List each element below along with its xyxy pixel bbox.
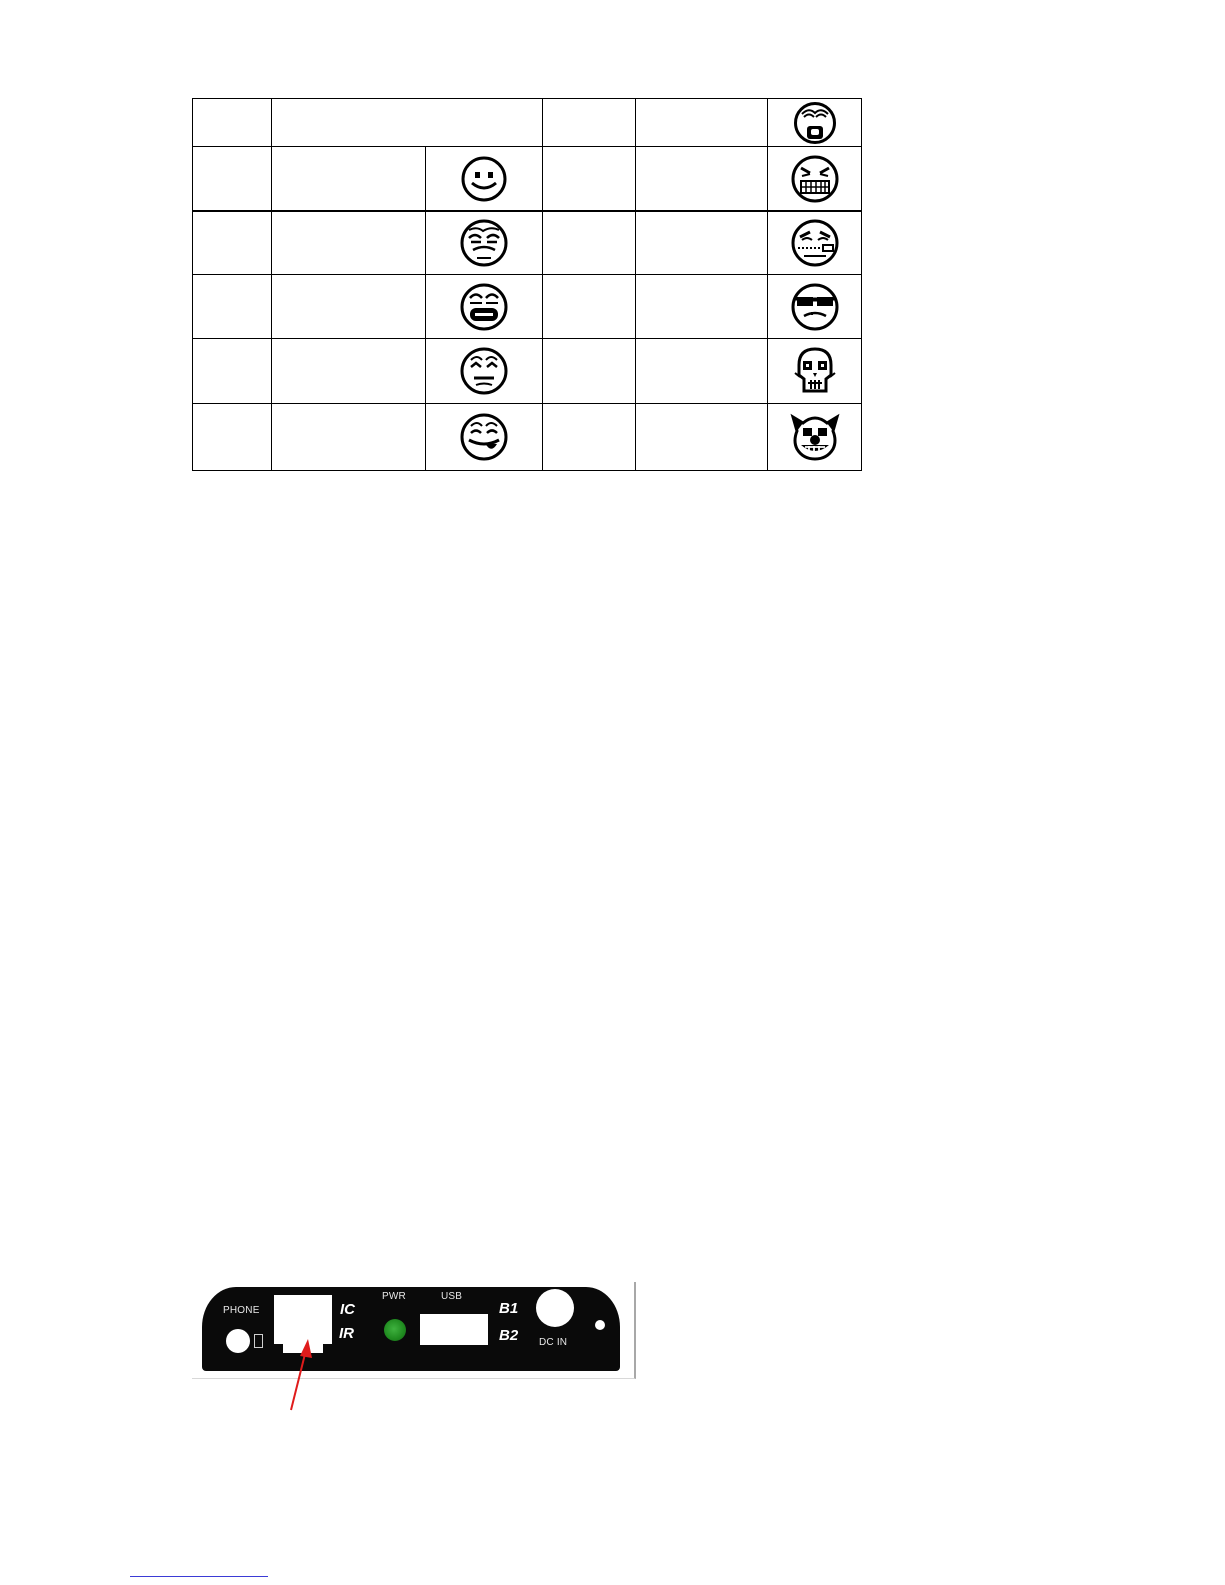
b1-label: B1 [499, 1300, 519, 1317]
footnote-separator [130, 1576, 268, 1577]
emoticon-table [192, 98, 862, 471]
mounting-hole [595, 1320, 605, 1330]
table-cell [768, 339, 861, 403]
angry-teeth-face-icon [790, 154, 840, 204]
table-cell [768, 404, 861, 470]
table-cell [426, 147, 542, 210]
table-cell [426, 404, 542, 470]
ir-label: IR [339, 1325, 354, 1342]
table-cell [426, 339, 542, 403]
table-cell [768, 147, 861, 210]
dc-in-jack [536, 1289, 574, 1327]
usb-port [420, 1314, 488, 1345]
sad-face-icon [459, 218, 509, 268]
usb-label: USB [441, 1291, 463, 1302]
pwr-label: PWR [382, 1291, 406, 1302]
crying-face-icon [459, 282, 509, 332]
dc-in-label: DC IN [539, 1337, 568, 1348]
table-cell [426, 212, 542, 274]
table-column-divider [542, 99, 543, 470]
phone-label: PHONE [223, 1305, 260, 1316]
table-cell [426, 275, 542, 338]
table-cell [768, 275, 861, 338]
shocked-face-icon [793, 101, 837, 145]
zipped-mouth-face-icon [790, 218, 840, 268]
clown-face-icon [789, 411, 841, 463]
rear-panel [202, 1287, 620, 1371]
sunglasses-face-icon [790, 282, 840, 332]
table-cell [768, 99, 861, 146]
pointer-arrow-icon [282, 1336, 322, 1412]
b2-label: B2 [499, 1327, 519, 1344]
table-cell [768, 212, 861, 274]
device-rear-panel-figure [192, 1282, 637, 1382]
table-column-divider [271, 99, 272, 470]
skull-face-icon [790, 345, 840, 397]
sleepy-face-icon [459, 346, 509, 396]
table-column-divider [635, 99, 636, 470]
ic-label: IC [340, 1301, 355, 1318]
phone-jack [226, 1329, 250, 1353]
tongue-out-face-icon [459, 412, 509, 462]
smile-face-icon [460, 155, 508, 203]
power-led [384, 1319, 406, 1341]
phone-switch [254, 1334, 263, 1348]
